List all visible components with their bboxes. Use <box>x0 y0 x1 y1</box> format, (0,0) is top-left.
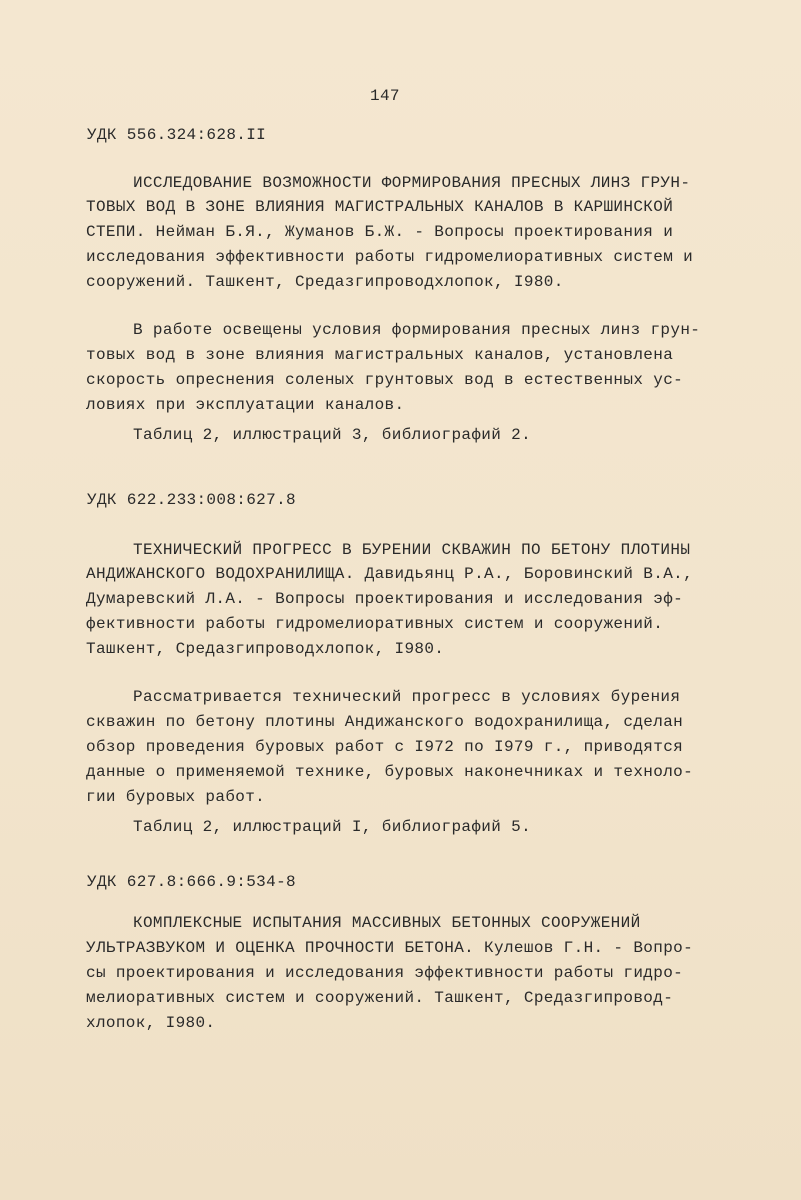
abstract-line: скважин по бетону плотины Андижанского водохранилища, сделан <box>86 713 684 731</box>
abstract-line: ловиях при эксплуатации каналов. <box>86 396 405 414</box>
citation-line: АНДИЖАНСКОГО ВОДОХРАНИЛИЩА. Давидьянц Р.А., Боровинский В.А., <box>86 565 694 583</box>
udk-code: УДК 622.233:008:627.8 <box>87 491 296 509</box>
citation-line: СТЕПИ. Нейман Б.Я., Жуманов Б.Ж. - Вопросы проектирования и <box>86 223 674 241</box>
stats-line: Таблиц 2, иллюстраций I, библиографий 5. <box>133 818 532 836</box>
abstract-line: товых вод в зоне влияния магистральных каналов, установлена <box>86 346 674 364</box>
citation-line: Думаревский Л.А. - Вопросы проектирования и исследования эф- <box>86 590 684 608</box>
udk-code: УДК 556.324:628.II <box>87 126 267 144</box>
udk-code: УДК 627.8:666.9:534-8 <box>87 873 296 891</box>
abstract-line: В работе освещены условия формирования пресных линз грун- <box>133 321 701 339</box>
citation-line: КОМПЛЕКСНЫЕ ИСПЫТАНИЯ МАССИВНЫХ БЕТОННЫХ СООРУЖЕНИЙ <box>133 914 641 932</box>
abstract-line: гии буровых работ. <box>86 788 266 806</box>
citation-line: сы проектирования и исследования эффективности работы гидро- <box>86 964 684 982</box>
page-number: 147 <box>370 87 400 105</box>
abstract-line: данные о применяемой технике, буровых наконечниках и техноло- <box>86 763 694 781</box>
citation-line: УЛЬТРАЗВУКОМ И ОЦЕНКА ПРОЧНОСТИ БЕТОНА. Кулешов Г.Н. - Вопро- <box>86 939 694 957</box>
abstract-line: скорость опреснения соленых грунтовых вод в естественных ус- <box>86 371 684 389</box>
citation-line: ИССЛЕДОВАНИЕ ВОЗМОЖНОСТИ ФОРМИРОВАНИЯ ПРЕСНЫХ ЛИНЗ ГРУН- <box>133 174 691 192</box>
abstract-line: обзор проведения буровых работ с I972 по I979 г., приводятся <box>86 738 684 756</box>
stats-line: Таблиц 2, иллюстраций 3, библиографий 2. <box>133 426 532 444</box>
citation-line: фективности работы гидромелиоративных систем и сооружений. <box>86 615 664 633</box>
citation-line: ТОВЫХ ВОД В ЗОНЕ ВЛИЯНИЯ МАГИСТРАЛЬНЫХ КАНАЛОВ В КАРШИНСКОЙ <box>86 198 674 216</box>
citation-line: ТЕХНИЧЕСКИЙ ПРОГРЕСС В БУРЕНИИ СКВАЖИН ПО БЕТОНУ ПЛОТИНЫ <box>133 541 691 559</box>
citation-line: исследования эффективности работы гидромелиоративных систем и <box>86 248 694 266</box>
citation-line: сооружений. Ташкент, Средазгипроводхлопок, I980. <box>86 273 564 291</box>
abstract-line: Рассматривается технический прогресс в условиях бурения <box>133 688 681 706</box>
citation-line: Ташкент, Средазгипроводхлопок, I980. <box>86 640 445 658</box>
citation-line: хлопок, I980. <box>86 1014 216 1032</box>
citation-line: мелиоративных систем и сооружений. Ташкент, Средазгипровод- <box>86 989 674 1007</box>
